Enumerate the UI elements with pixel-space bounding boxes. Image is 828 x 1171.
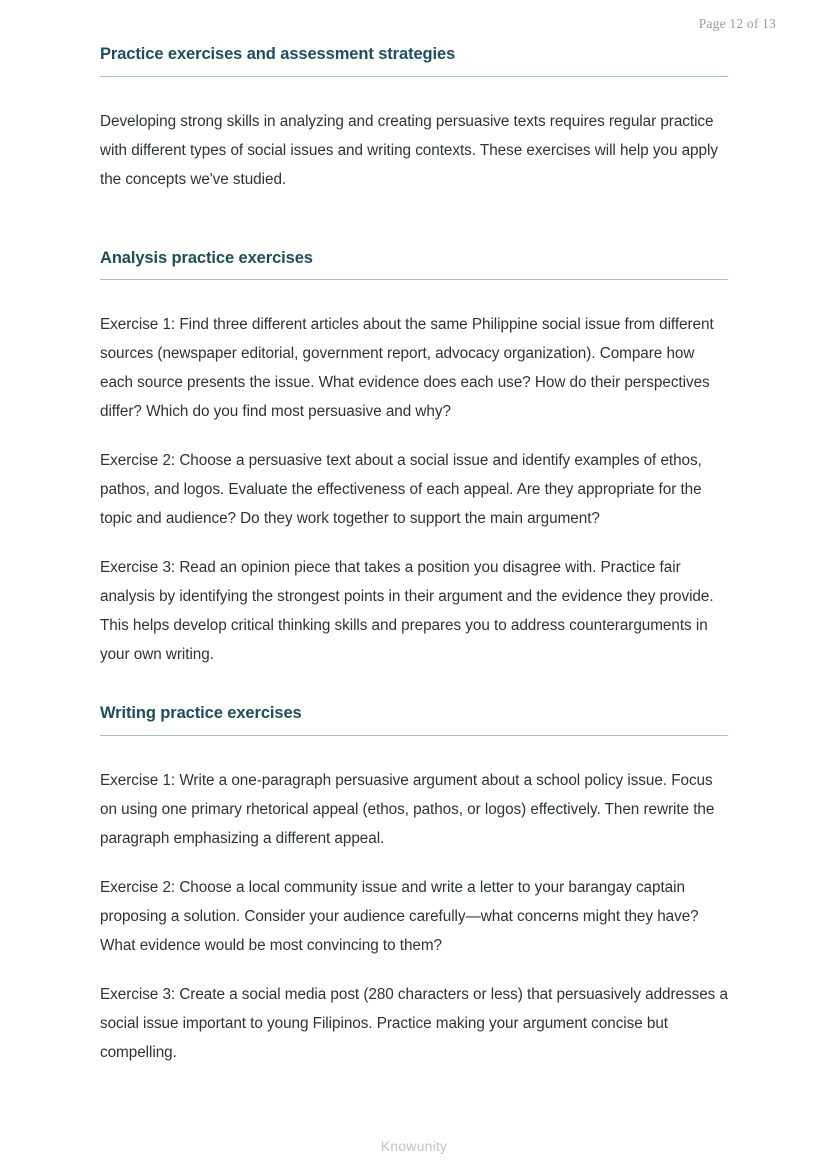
footer-watermark: Knowunity — [380, 1138, 448, 1154]
writing-exercise-1: Exercise 1: Write a one-paragraph persuasive argument about a school policy issue. Focus on using one primary rhetorical appeal (ethos, pathos, or logos) effectively. Then rewrite the paragraph emphasizing a different appeal. — [100, 771, 715, 847]
analysis-exercise-1: Exercise 1: Find three different articles about the same Philippine social issue from different sources (newspaper editorial, government report, advocacy organization). Compare how each source presents the issue. What evidence does each use? How do their perspectives differ? Which do you find most persuasive and why? — [100, 316, 714, 421]
page-number-indicator: Page 12 of 13 — [698, 16, 776, 31]
spacer — [100, 214, 728, 248]
section-heading-writing: Writing practice exercises — [100, 704, 302, 723]
writing-divider — [100, 735, 728, 736]
section-heading-analysis: Analysis practice exercises — [100, 248, 313, 267]
title-divider — [100, 76, 728, 77]
spacer — [100, 669, 728, 703]
analysis-exercise-3: Exercise 3: Read an opinion piece that takes a position you disagree with. Practice fair analysis by identifying the strongest points in their argument and the evidence they provide. This helps develop critical thinking skills and prepares you to address counterarguments in your own writing. — [100, 559, 714, 664]
document-content — [100, 44, 728, 1067]
writing-exercise-3: Exercise 3: Create a social media post (280 characters or less) that persuasively addresses a social issue important to young Filipinos. Practice making your argument concise but compelling. — [100, 985, 728, 1061]
writing-exercise-2: Exercise 2: Choose a local community issue and write a letter to your barangay captain proposing a solution. Consider your audience carefully—what concerns might they have? What evidence would be most convincing to them? — [100, 878, 699, 954]
intro-paragraph: Developing strong skills in analyzing and creating persuasive texts requires regular practice with different types of social issues and writing contexts. These exercises will help you apply the concepts we've studied. — [100, 112, 718, 188]
analysis-divider — [100, 279, 728, 280]
analysis-exercise-2: Exercise 2: Choose a persuasive text about a social issue and identify examples of ethos, pathos, and logos. Evaluate the effectiveness of each appeal. Are they appropriate for the topic and audience? Do they work together to support the main argument? — [100, 452, 702, 528]
page-title: Practice exercises and assessment strategies — [100, 45, 456, 63]
